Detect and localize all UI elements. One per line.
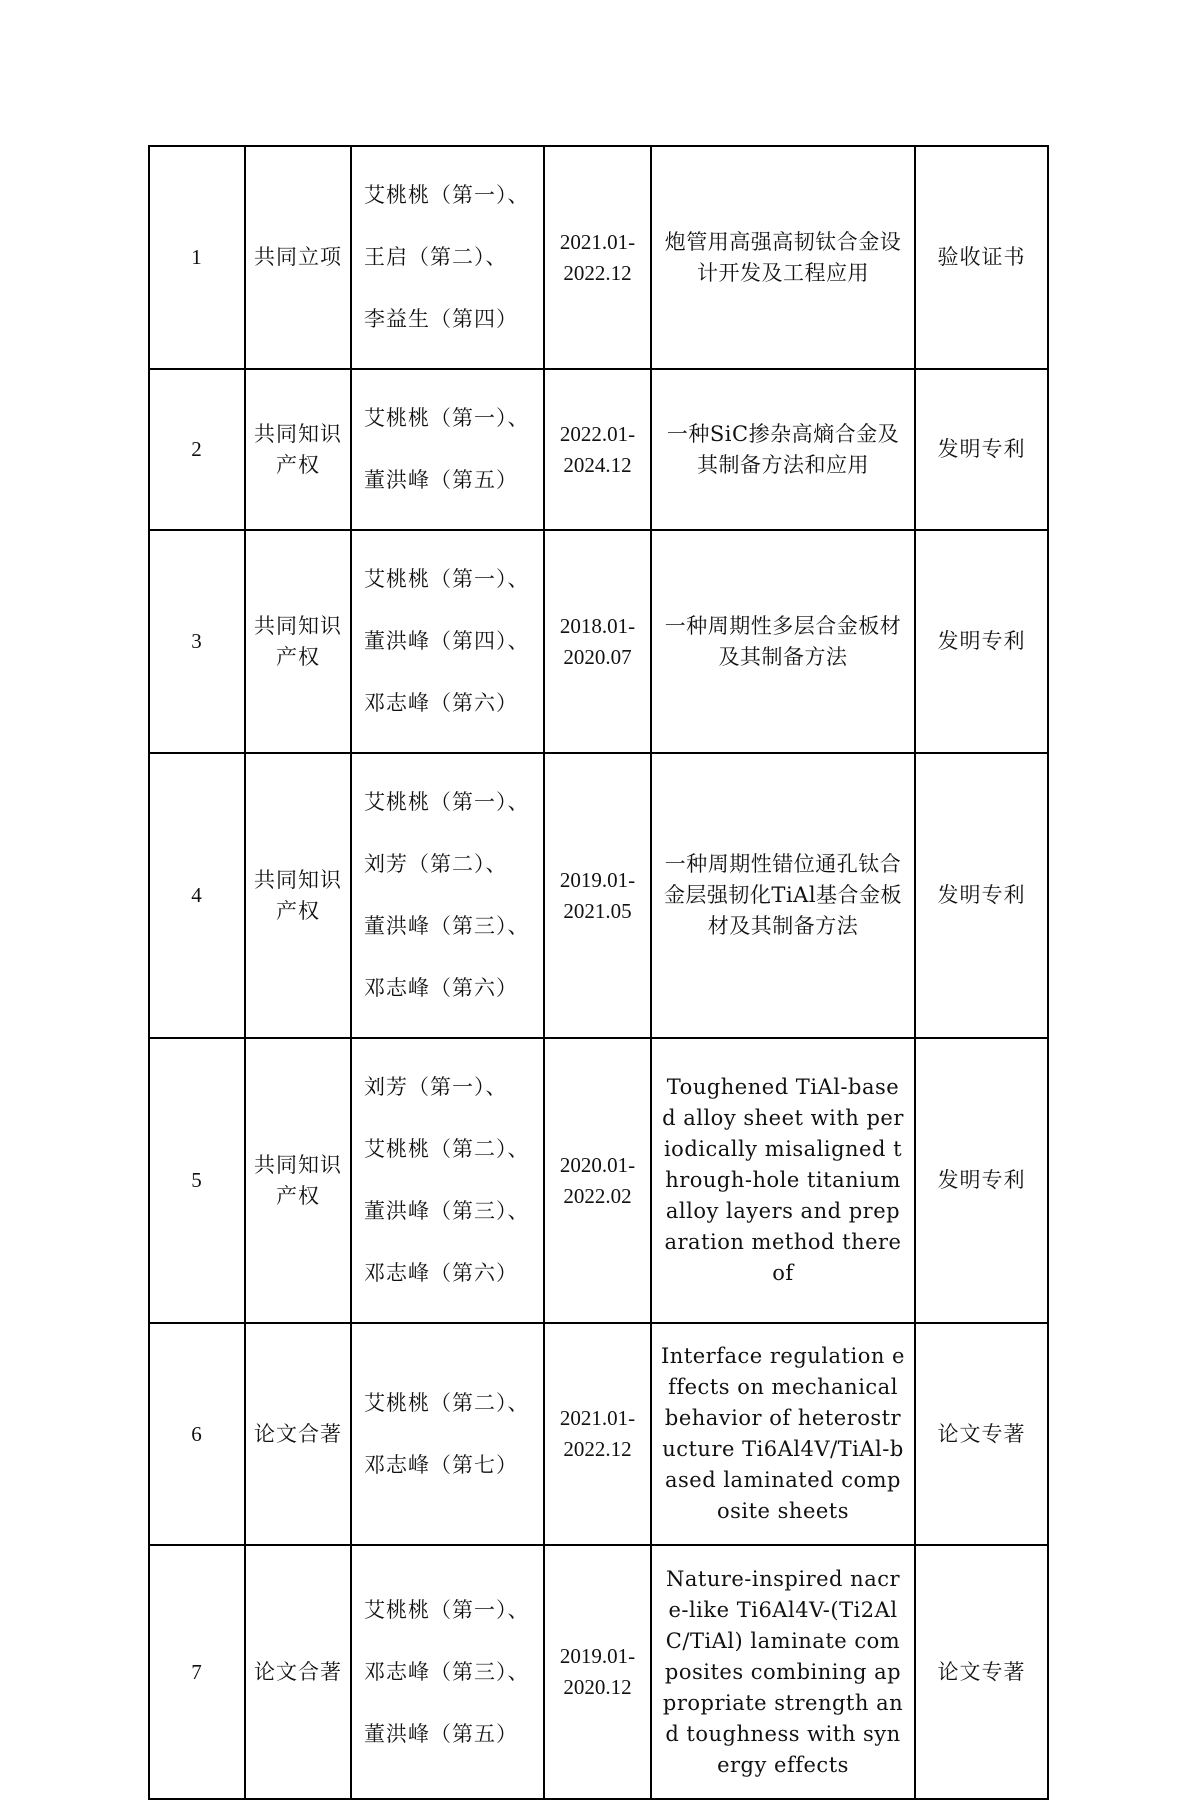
- time-period: 2021.01-2022.12: [544, 1323, 651, 1545]
- participant-names: [351, 146, 544, 369]
- participant-name: 刘芳（第一）、: [364, 1075, 508, 1099]
- participant-names: [351, 1545, 544, 1799]
- participant-name: 艾桃桃（第二）、: [364, 1137, 530, 1161]
- row-index: 4: [149, 753, 245, 1038]
- achievement-category: 发明专利: [915, 1038, 1048, 1323]
- achievement-category: 论文专著: [915, 1323, 1048, 1545]
- table-row: [149, 369, 1048, 530]
- participant-name: 董洪峰（第四）、: [364, 629, 530, 653]
- participant-name: 邓志峰（第三）、: [364, 1659, 530, 1684]
- table-row: [149, 753, 1048, 1038]
- row-index: 2: [149, 369, 245, 530]
- participant-names: [351, 753, 544, 1038]
- achievement-title: 炮管用高强高韧钛合金设计开发及工程应用: [651, 146, 915, 369]
- participant-name: 邓志峰（第六）: [364, 976, 518, 1000]
- achievement-category: 发明专利: [915, 753, 1048, 1038]
- time-period: 2018.01-2020.07: [544, 530, 651, 753]
- participant-name: 艾桃桃（第一）、: [364, 790, 530, 814]
- participant-name: 董洪峰（第五）: [364, 1721, 518, 1746]
- participant-name: 邓志峰（第七）: [364, 1452, 518, 1477]
- row-index: 5: [149, 1038, 245, 1323]
- row-index: 1: [149, 146, 245, 369]
- time-period: 2019.01-2021.05: [544, 753, 651, 1038]
- achievement-title: 一种周期性错位通孔钛合金层强韧化TiAl基合金板材及其制备方法: [651, 753, 915, 1038]
- achievement-category: 验收证书: [915, 146, 1048, 369]
- table-row: [149, 1323, 1048, 1545]
- achievement-category: 发明专利: [915, 369, 1048, 530]
- cooperation-type: 共同知识产权: [245, 753, 351, 1038]
- cooperation-type: 论文合著: [245, 1545, 351, 1799]
- achievement-category: 论文专著: [915, 1545, 1048, 1799]
- participant-name: 邓志峰（第六）: [364, 691, 518, 715]
- achievement-title: 一种周期性多层合金板材及其制备方法: [651, 530, 915, 753]
- achievement-title: Interface regulation effects on mechanical behavior of heterostructure Ti6Al4V/TiAl-based laminated composite sheets: [651, 1323, 915, 1545]
- table-row: [149, 1545, 1048, 1799]
- achievement-title: Nature-inspired nacre-like Ti6Al4V-(Ti2AlC/TiAl) laminate composites combining appropriate strength and toughness with synergy effects: [651, 1545, 915, 1799]
- participant-name: 王启（第二）、: [364, 245, 508, 269]
- table-row: [149, 1038, 1048, 1323]
- participant-name: 董洪峰（第三）、: [364, 914, 530, 938]
- cooperation-record-table: [148, 145, 1049, 1800]
- row-index: 7: [149, 1545, 245, 1799]
- cooperation-type: 论文合著: [245, 1323, 351, 1545]
- time-period: 2019.01-2020.12: [544, 1545, 651, 1799]
- participant-name: 董洪峰（第三）、: [364, 1199, 530, 1223]
- participant-name: 艾桃桃（第一）、: [364, 183, 530, 207]
- row-index: 6: [149, 1323, 245, 1545]
- participant-name: 艾桃桃（第一）、: [364, 1597, 530, 1622]
- participant-names: [351, 369, 544, 530]
- participant-name: 艾桃桃（第二）、: [364, 1390, 530, 1415]
- participant-names: [351, 530, 544, 753]
- achievement-title: Toughened TiAl-based alloy sheet with periodically misaligned through-hole titanium alloy layers and preparation method thereof: [651, 1038, 915, 1323]
- participant-names: [351, 1323, 544, 1545]
- achievement-title: 一种SiC掺杂高熵合金及其制备方法和应用: [651, 369, 915, 530]
- cooperation-type: 共同知识产权: [245, 530, 351, 753]
- participant-name: 董洪峰（第五）: [364, 468, 518, 492]
- participant-name: 李益生（第四）: [364, 307, 518, 331]
- time-period: 2021.01-2022.12: [544, 146, 651, 369]
- cooperation-type: 共同立项: [245, 146, 351, 369]
- achievement-category: 发明专利: [915, 530, 1048, 753]
- table-row: [149, 146, 1048, 369]
- participant-name: 艾桃桃（第一）、: [364, 567, 530, 591]
- row-index: 3: [149, 530, 245, 753]
- time-period: 2020.01-2022.02: [544, 1038, 651, 1323]
- participant-name: 刘芳（第二）、: [364, 852, 508, 876]
- table-row: [149, 530, 1048, 753]
- participant-name: 邓志峰（第六）: [364, 1261, 518, 1285]
- cooperation-type: 共同知识产权: [245, 1038, 351, 1323]
- participant-name: 艾桃桃（第一）、: [364, 406, 530, 430]
- time-period: 2022.01-2024.12: [544, 369, 651, 530]
- participant-names: [351, 1038, 544, 1323]
- cooperation-type: 共同知识产权: [245, 369, 351, 530]
